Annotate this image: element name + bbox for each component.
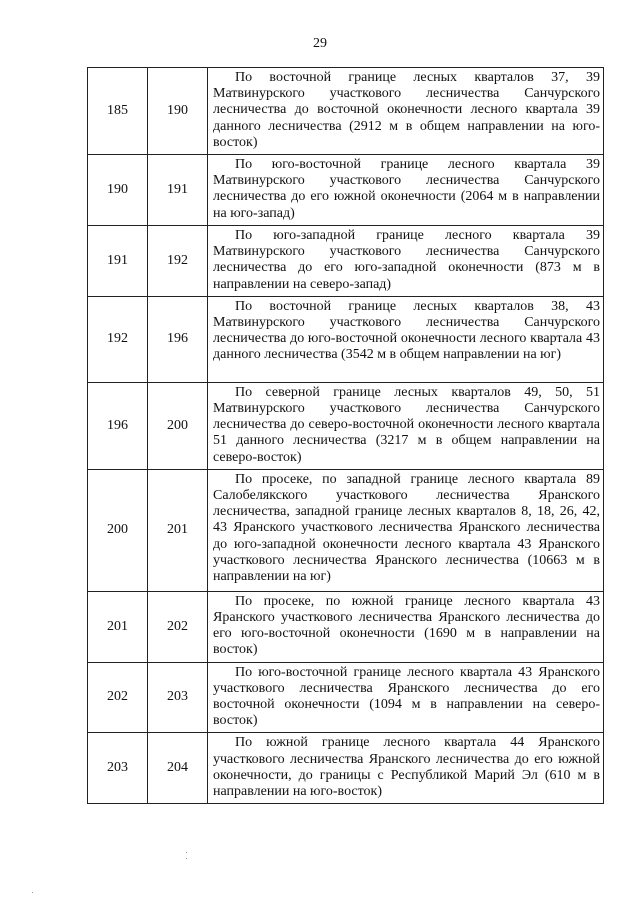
scan-speck <box>186 858 187 859</box>
point-to: 202 <box>148 591 208 662</box>
table-row <box>88 68 604 155</box>
point-to: 200 <box>148 382 208 469</box>
boundary-description: По просеке, по западной границе лесного квартала 89 Салобелякского участкового лесничества Яранского лесничества, западной границе лесных кварталов 8, 18, 26, 42, 43 Яранского участкового лесничества Яранского лесничества до юго-западной оконечности лесного квартала 43 Яранского участкового лесничества Яранского лесничества (10663 м в направлении на юг) <box>208 469 604 591</box>
table-row <box>88 226 604 297</box>
point-from: 192 <box>88 296 148 382</box>
point-from: 191 <box>88 226 148 297</box>
boundary-description: По юго-западной границе лесного квартала 39 Матвинурского участкового лесничества Санчурского лесничества до его юго-западной оконечности (873 м в направлении на северо-запад) <box>208 226 604 297</box>
point-from: 201 <box>88 591 148 662</box>
point-from: 202 <box>88 662 148 733</box>
point-to: 190 <box>148 68 208 155</box>
boundary-description: По северной границе лесных кварталов 49, 50, 51 Матвинурского участкового лесничества Санчурского лесничества до северо-восточной оконечности лесного квартала 51 данного лесничества (3217 м в общем направлении на северо-восток) <box>208 382 604 469</box>
point-from: 190 <box>88 155 148 226</box>
boundary-description: По южной границе лесного квартала 44 Яранского участкового лесничества Яранского лесничества до его южной оконечности, до границы с Республикой Марий Эл (610 м в направлении на юго-восток) <box>208 733 604 804</box>
scan-speck <box>32 892 33 893</box>
boundary-description: По восточной границе лесных кварталов 37, 39 Матвинурского участкового лесничества Санчурского лесничества до восточной оконечности лесного квартала 39 данного лесничества (2912 м в общем направлении на юго-восток) <box>208 68 604 155</box>
point-to: 201 <box>148 469 208 591</box>
boundary-description: По юго-восточной границе лесного квартала 39 Матвинурского участкового лесничества Санчурского лесничества до его южной оконечности (2064 м в направлении на юго-запад) <box>208 155 604 226</box>
point-to: 192 <box>148 226 208 297</box>
point-from: 185 <box>88 68 148 155</box>
point-from: 203 <box>88 733 148 804</box>
point-to: 196 <box>148 296 208 382</box>
table-row <box>88 155 604 226</box>
point-to: 191 <box>148 155 208 226</box>
table-row <box>88 296 604 382</box>
table-row <box>88 382 604 469</box>
scan-speck <box>186 852 187 853</box>
point-to: 204 <box>148 733 208 804</box>
boundary-description: По юго-восточной границе лесного квартала 43 Яранского участкового лесничества Яранского лесничества до его восточной оконечности (1094 м в направлении на северо-восток) <box>208 662 604 733</box>
table-row <box>88 469 604 591</box>
page-number: 29 <box>313 36 327 51</box>
table-row <box>88 733 604 804</box>
point-to: 203 <box>148 662 208 733</box>
boundary-description: По восточной границе лесных кварталов 38, 43 Матвинурского участкового лесничества Санчурского лесничества до юго-восточной оконечности лесного квартала 43 данного лесничества (3542 м в общем направлении на юг) <box>208 296 604 382</box>
boundary-description: По просеке, по южной границе лесного квартала 43 Яранского участкового лесничества Яранского лесничества до его юго-восточной оконечности (1690 м в направлении на восток) <box>208 591 604 662</box>
point-from: 200 <box>88 469 148 591</box>
point-from: 196 <box>88 382 148 469</box>
table-row <box>88 662 604 733</box>
boundary-description-table <box>87 67 604 804</box>
table-row <box>88 591 604 662</box>
